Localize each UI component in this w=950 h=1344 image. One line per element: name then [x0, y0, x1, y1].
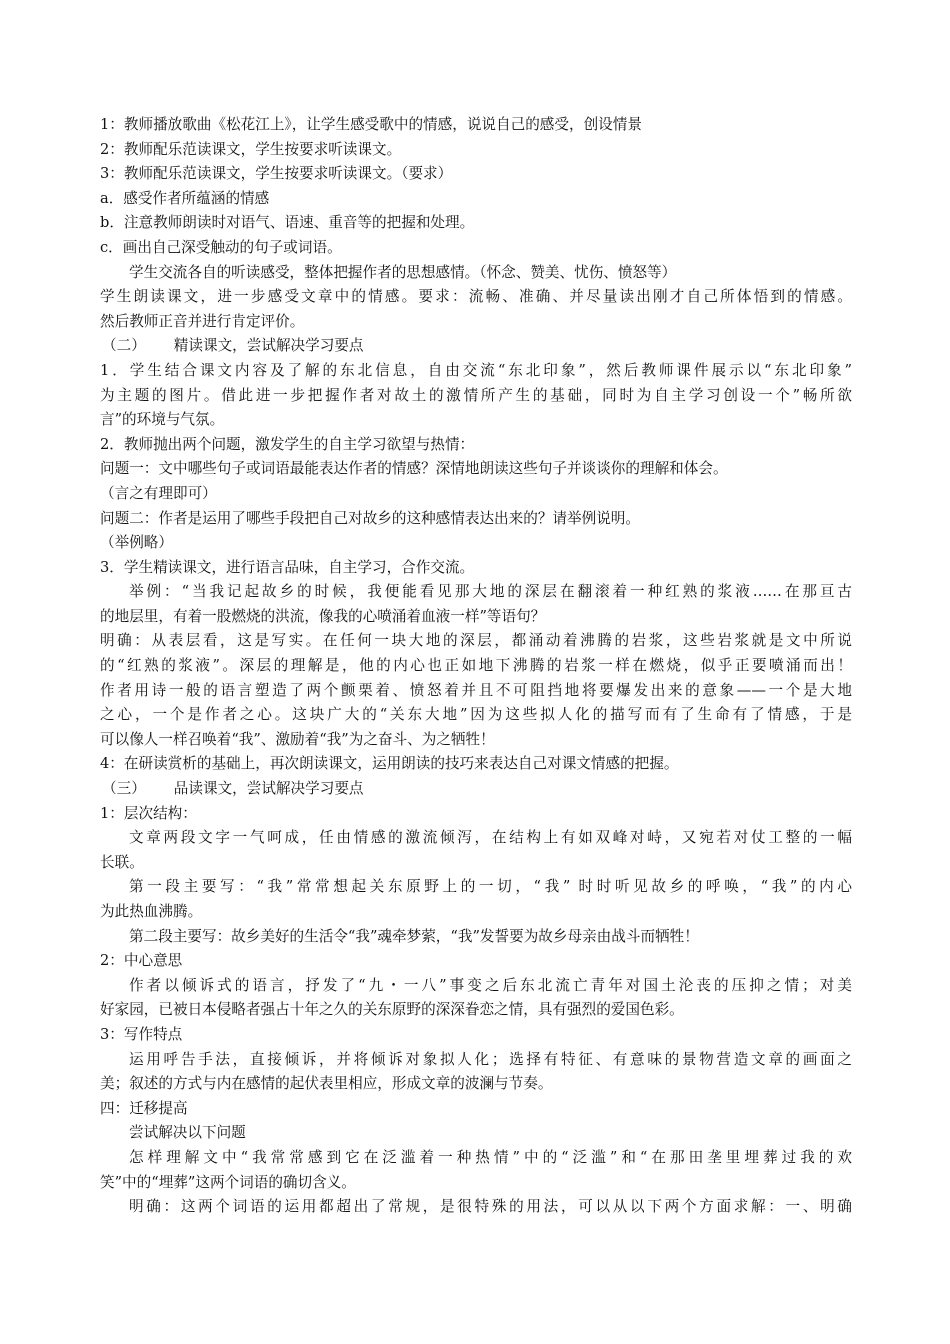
section-heading-2 — [100, 334, 852, 359]
text-line: 2．教师抛出两个问题，激发学生的自主学习欲望与热情： — [100, 435, 475, 453]
text-line: 作者以倾诉式的语言，抒发了“九・一八”事变之后东北流亡青年对国土沦丧的压抑之情；对美 — [129, 976, 852, 994]
text-line: 4：在研读赏析的基础上，再次朗读课文，运用朗读的技巧来表达自己对课文情感的把握。 — [100, 755, 679, 773]
text-line: 学生朗读课文，进一步感受文章中的情感。要求：流畅、准确、并尽量读出刚才自己所体悟到的情感。 — [100, 288, 852, 306]
text-line: 美；叙述的方式与内在感情的起伏表里相应，形成文章的波澜与节奏。 — [100, 1075, 553, 1093]
text-line: 然后教师正音并进行肯定评价。 — [100, 312, 305, 330]
text-line: 问题二：作者是运用了哪些手段把自己对故乡的这种感情表达出来的？请举例说明。 — [100, 509, 640, 527]
text-line: 长联。 — [100, 853, 144, 871]
text-line: 2：中心意思 — [100, 952, 183, 970]
text-line: 3：教师配乐范读课文，学生按要求听读课文。（要求） — [100, 165, 453, 183]
text-line: 作者用诗一般的语言塑造了两个颤栗着、愤怒着并且不可阻挡地将要爆发出来的意象——一个是大地 — [100, 681, 852, 699]
text-line: 笑”中的“埋葬”这两个词语的确切含义。 — [100, 1173, 356, 1191]
text-line: 1：层次结构： — [100, 804, 197, 822]
text-line: 的地层里，有着一股燃烧的洪流，像我的心喷涌着血液一样”等语句？ — [100, 607, 546, 625]
text-line: 言”的环境与气氛。 — [100, 411, 225, 429]
text-line: 为此热血沸腾。 — [100, 903, 203, 920]
text-line: 为主题的图片。借此进一步把握作者对故土的激情所产生的基础，同时为自主学习创设一个”畅所欲 — [100, 386, 852, 404]
text-line: 怎样理解文中“我常常感到它在泛滥着一种热情”中的“泛滥”和“在那田垄里埋葬过我的欢 — [129, 1148, 852, 1166]
text-line: 四：迁移提高 — [100, 1099, 188, 1117]
text-line: 第一段主要写：“我”常常想起关东原野上的一切，“我” 时时听见故乡的呼唤，“我”的内心 — [129, 878, 852, 896]
text-line: 的“红熟的浆液”。深层的理解是，他的内心也正如地下沸腾的岩浆一样在燃烧，似乎正要喷涌而出！ — [100, 657, 852, 675]
text-line: （言之有理即可） — [100, 484, 217, 502]
text-line: 问题一：文中哪些句子或词语最能表达作者的情感？深情地朗读这些句子并谈谈你的理解和体会。 — [100, 460, 728, 478]
text-line: 举例：“当我记起故乡的时候，我便能看见那大地的深层在翻滚着一种红熟的浆液……在那亘古 — [129, 583, 852, 601]
text-line: 2：教师配乐范读课文，学生按要求听读课文。 — [100, 140, 402, 158]
section-number: （三） — [102, 780, 146, 798]
text-line: （举例略） — [100, 534, 173, 552]
section-heading-3 — [100, 777, 852, 802]
text-line: b．注意教师朗读时对语气、语速、重音等的把握和处理。 — [100, 214, 475, 232]
text-line: 3．学生精读课文，进行语言品味，自主学习，合作交流。 — [100, 558, 475, 576]
text-line: 好家园，已被日本侵略者强占十年之久的关东原野的深深眷恋之情，具有强烈的爱国色彩。 — [100, 1001, 684, 1019]
text-line: 1：教师播放歌曲《松花江上》，让学生感受歌中的情感，说说自己的感受，创设情景 — [100, 116, 642, 133]
text-line: 第二段主要写：故乡美好的生活令“我”魂牵梦萦，“我”发誓要为故乡母亲由战斗而牺牲！ — [129, 927, 699, 945]
text-line: 学生交流各自的听读感受，整体把握作者的思想感情。（怀念、赞美、忧伤、愤怒等） — [129, 263, 677, 281]
text-line: a．感受作者所蕴涵的情感 — [100, 189, 270, 207]
text-line: 之心，一个是作者之心。这块广大的“关东大地”因为这些拟人化的描写而有了生命有了情感，于是 — [100, 706, 852, 724]
text-line: 文章两段文字一气呵成，任由情感的激流倾泻，在结构上有如双峰对峙，又宛若对仗工整的一幅 — [129, 829, 852, 847]
document-page — [100, 113, 852, 1220]
section-title: 品读课文，尝试解决学习要点 — [173, 780, 364, 798]
section-title: 精读课文，尝试解决学习要点 — [173, 337, 364, 355]
text-line: 3：写作特点 — [100, 1025, 183, 1043]
text-line: 明确：从表层看，这是写实。在任何一块大地的深层，都涌动着沸腾的岩浆，这些岩浆就是文中所说 — [100, 632, 852, 650]
text-line: 1．学生结合课文内容及了解的东北信息，自由交流“东北印象”，然后教师课件展示以“东北印象” — [100, 361, 852, 379]
text-line: 尝试解决以下问题 — [129, 1124, 246, 1142]
section-number: （二） — [102, 337, 146, 355]
text-line: 可以像人一样召唤着“我”、激励着“我”为之奋斗、为之牺牲！ — [100, 730, 495, 748]
text-line: 运用呼告手法，直接倾诉，并将倾诉对象拟人化；选择有特征、有意味的景物营造文章的画面之 — [129, 1050, 852, 1068]
text-line: c．画出自己深受触动的句子或词语。 — [100, 238, 342, 256]
text-line: 明确：这两个词语的运用都超出了常规，是很特殊的用法，可以从以下两个方面求解：一、明确 — [129, 1198, 852, 1216]
